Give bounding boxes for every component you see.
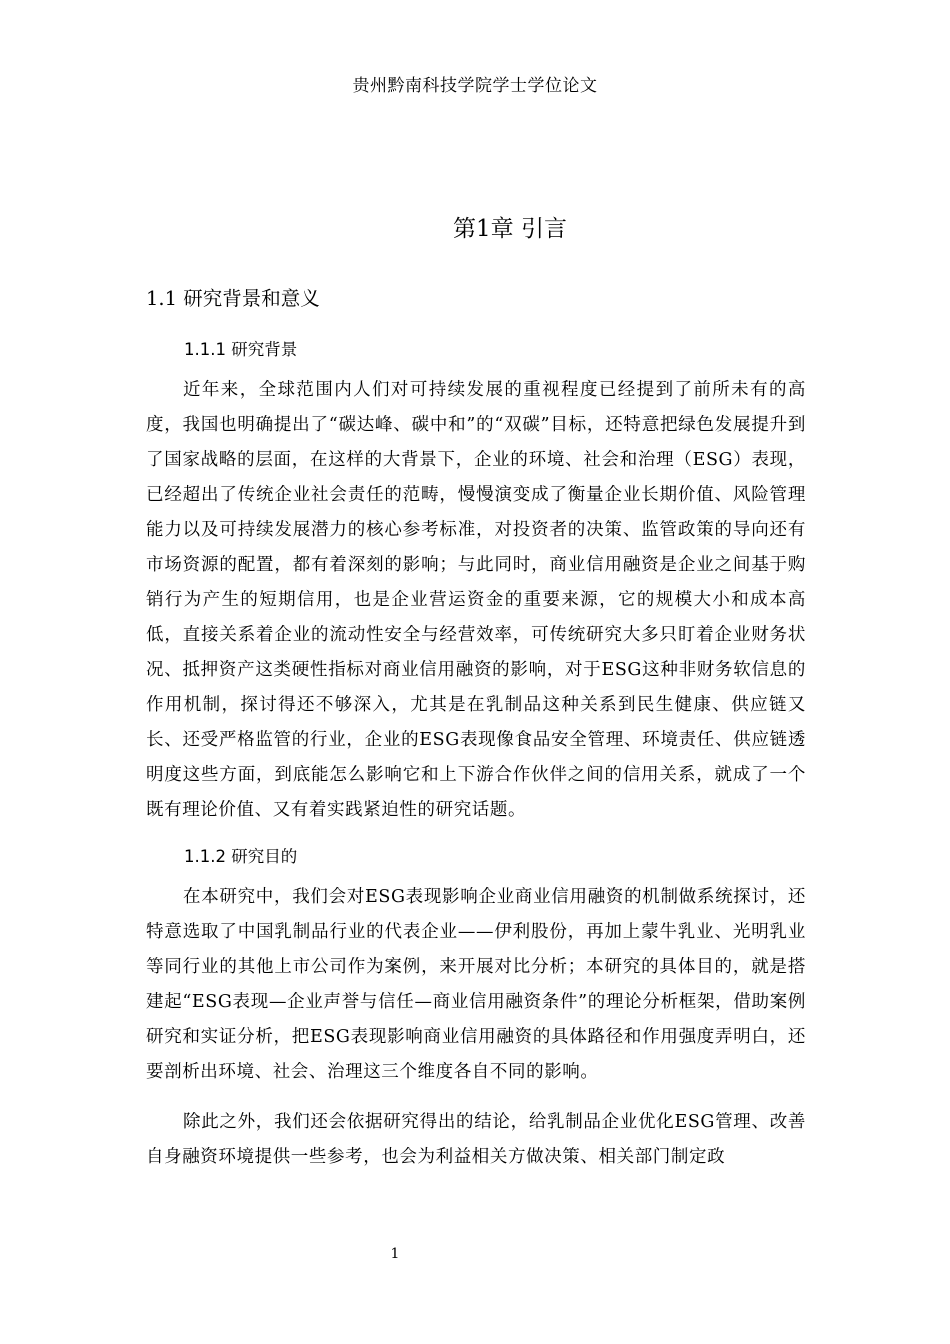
- running-header: 贵州黔南科技学院学士学位论文: [352, 76, 598, 96]
- subsection-heading-text: 研究目的: [231, 847, 298, 866]
- subsection-number: 1.1.2: [184, 847, 226, 866]
- section-heading-text: 研究背景和意义: [183, 287, 320, 310]
- section-heading: [146, 284, 320, 314]
- section-number: 1.1: [146, 287, 178, 310]
- body-paragraph-purpose: 在本研究中，我们会对ESG表现影响企业商业信用融资的机制做系统探讨，还特意选取了中国乳制品行业的代表企业——伊利股份，再加上蒙牛乳业、光明乳业等同行业的其他上市公司作为案例，来开展对比分析；本研究的具体目的，就是搭建起“ESG表现—企业声誉与信任—商业信用融资条件”的理论分析框架，借助案例研究和实证分析，把ESG表现影响商业信用融资的具体路径和作用强度弄明白，还要剖析出环境、社会、治理这三个维度各自不同的影响。: [146, 887, 806, 1082]
- body-paragraph-continued: 除此之外，我们还会依据研究得出的结论，给乳制品企业优化ESG管理、改善自身融资环境提供一些参考，也会为利益相关方做决策、相关部门制定政: [146, 1112, 806, 1167]
- subsection-heading-text: 研究背景: [231, 340, 298, 359]
- body-paragraph-background: 近年来，全球范围内人们对可持续发展的重视程度已经提到了前所未有的高度，我国也明确提出了“碳达峰、碳中和”的“双碳”目标，还特意把绿色发展提升到了国家战略的层面，在这样的大背景下，企业的环境、社会和治理（ESG）表现，已经超出了传统企业社会责任的范畴，慢慢演变成了衡量企业长期价值、风险管理能力以及可持续发展潜力的核心参考标准，对投资者的决策、监管政策的导向还有市场资源的配置，都有着深刻的影响；与此同时，商业信用融资是企业之间基于购销行为产生的短期信用，也是企业营运资金的重要来源，它的规模大小和成本高低，直接关系着企业的流动性安全与经营效率，可传统研究大多只盯着企业财务状况、抵押资产这类硬性指标对商业信用融资的影响，对于ESG这种非财务软信息的作用机制，探讨得还不够深入，尤其是在乳制品这种关系到民生健康、供应链又长、还受严格监管的行业，企业的ESG表现像食品安全管理、环境责任、供应链透明度这些方面，到底能怎么影响它和上下游合作伙伴之间的信用关系，就成了一个既有理论价值、又有着实践紧迫性的研究话题。: [146, 380, 806, 820]
- chapter-title: [0, 212, 950, 246]
- chapter-title-text: 引言: [520, 216, 567, 242]
- page-number: 1: [390, 1246, 400, 1262]
- subsection-heading-background: [184, 337, 297, 363]
- chapter-number: 第1章: [453, 216, 514, 242]
- subsection-number: 1.1.1: [184, 340, 226, 359]
- subsection-heading-purpose: [184, 844, 297, 870]
